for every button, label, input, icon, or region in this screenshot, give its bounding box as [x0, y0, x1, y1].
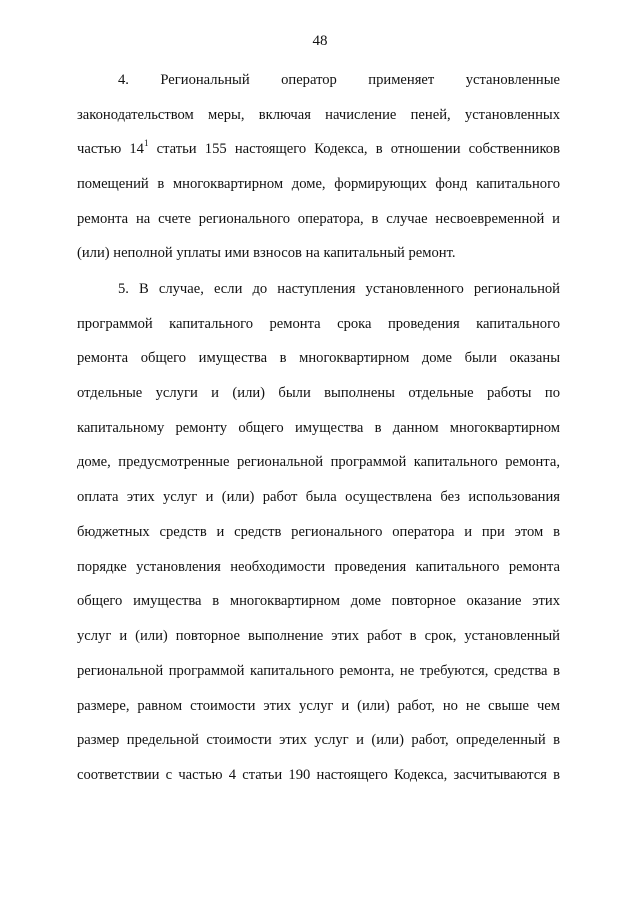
text-line: бюджетных средств и средств регионального оператора и при этом в [77, 524, 560, 540]
text-line: законодательством меры, включая начисление пеней, установленных [77, 107, 560, 123]
page-number: 48 [312, 33, 328, 49]
text-line [77, 140, 560, 158]
text-line: капитальному ремонту общего имущества в данном многоквартирном [77, 420, 560, 436]
text-line: размере, равном стоимости этих услуг и (или) работ, но не свыше чем [77, 698, 560, 714]
text-line: доме, предусмотренные региональной программой капитального ремонта, [77, 454, 560, 470]
text-line: соответствии с частью 4 статьи 190 настоящего Кодекса, засчитываются в [77, 767, 560, 783]
text-line: 5. В случае, если до наступления установленного региональной [118, 281, 560, 297]
text-line: региональной программой капитального ремонта, не требуются, средства в [77, 663, 560, 679]
text-line: размер предельной стоимости этих услуг и (или) работ, определенный в [77, 732, 560, 748]
text-line: ремонта общего имущества в многоквартирном доме были оказаны [77, 350, 560, 366]
text-line: отдельные услуги и (или) были выполнены отдельные работы по [77, 385, 560, 401]
text-segment: частью 14 [77, 141, 144, 157]
text-line: оплата этих услуг и (или) работ была осуществлена без использования [77, 489, 560, 505]
text-line: (или) неполной уплаты ими взносов на капитальный ремонт. [77, 245, 456, 261]
text-line: услуг и (или) повторное выполнение этих работ в срок, установленный [77, 628, 560, 644]
text-line: общего имущества в многоквартирном доме повторное оказание этих [77, 593, 560, 609]
superscript: 1 [143, 138, 149, 149]
text-segment: статьи 155 настоящего Кодекса, в отношении собственников [148, 141, 560, 157]
text-line: ремонта на счете регионального оператора, в случае несвоевременной и [77, 211, 560, 227]
text-line: 4. Региональный оператор применяет установленные [118, 72, 560, 88]
text-line: помещений в многоквартирном доме, формирующих фонд капитального [77, 176, 560, 192]
text-line: программой капитального ремонта срока проведения капитального [77, 316, 560, 332]
text-line: порядке установления необходимости проведения капитального ремонта [77, 559, 560, 575]
